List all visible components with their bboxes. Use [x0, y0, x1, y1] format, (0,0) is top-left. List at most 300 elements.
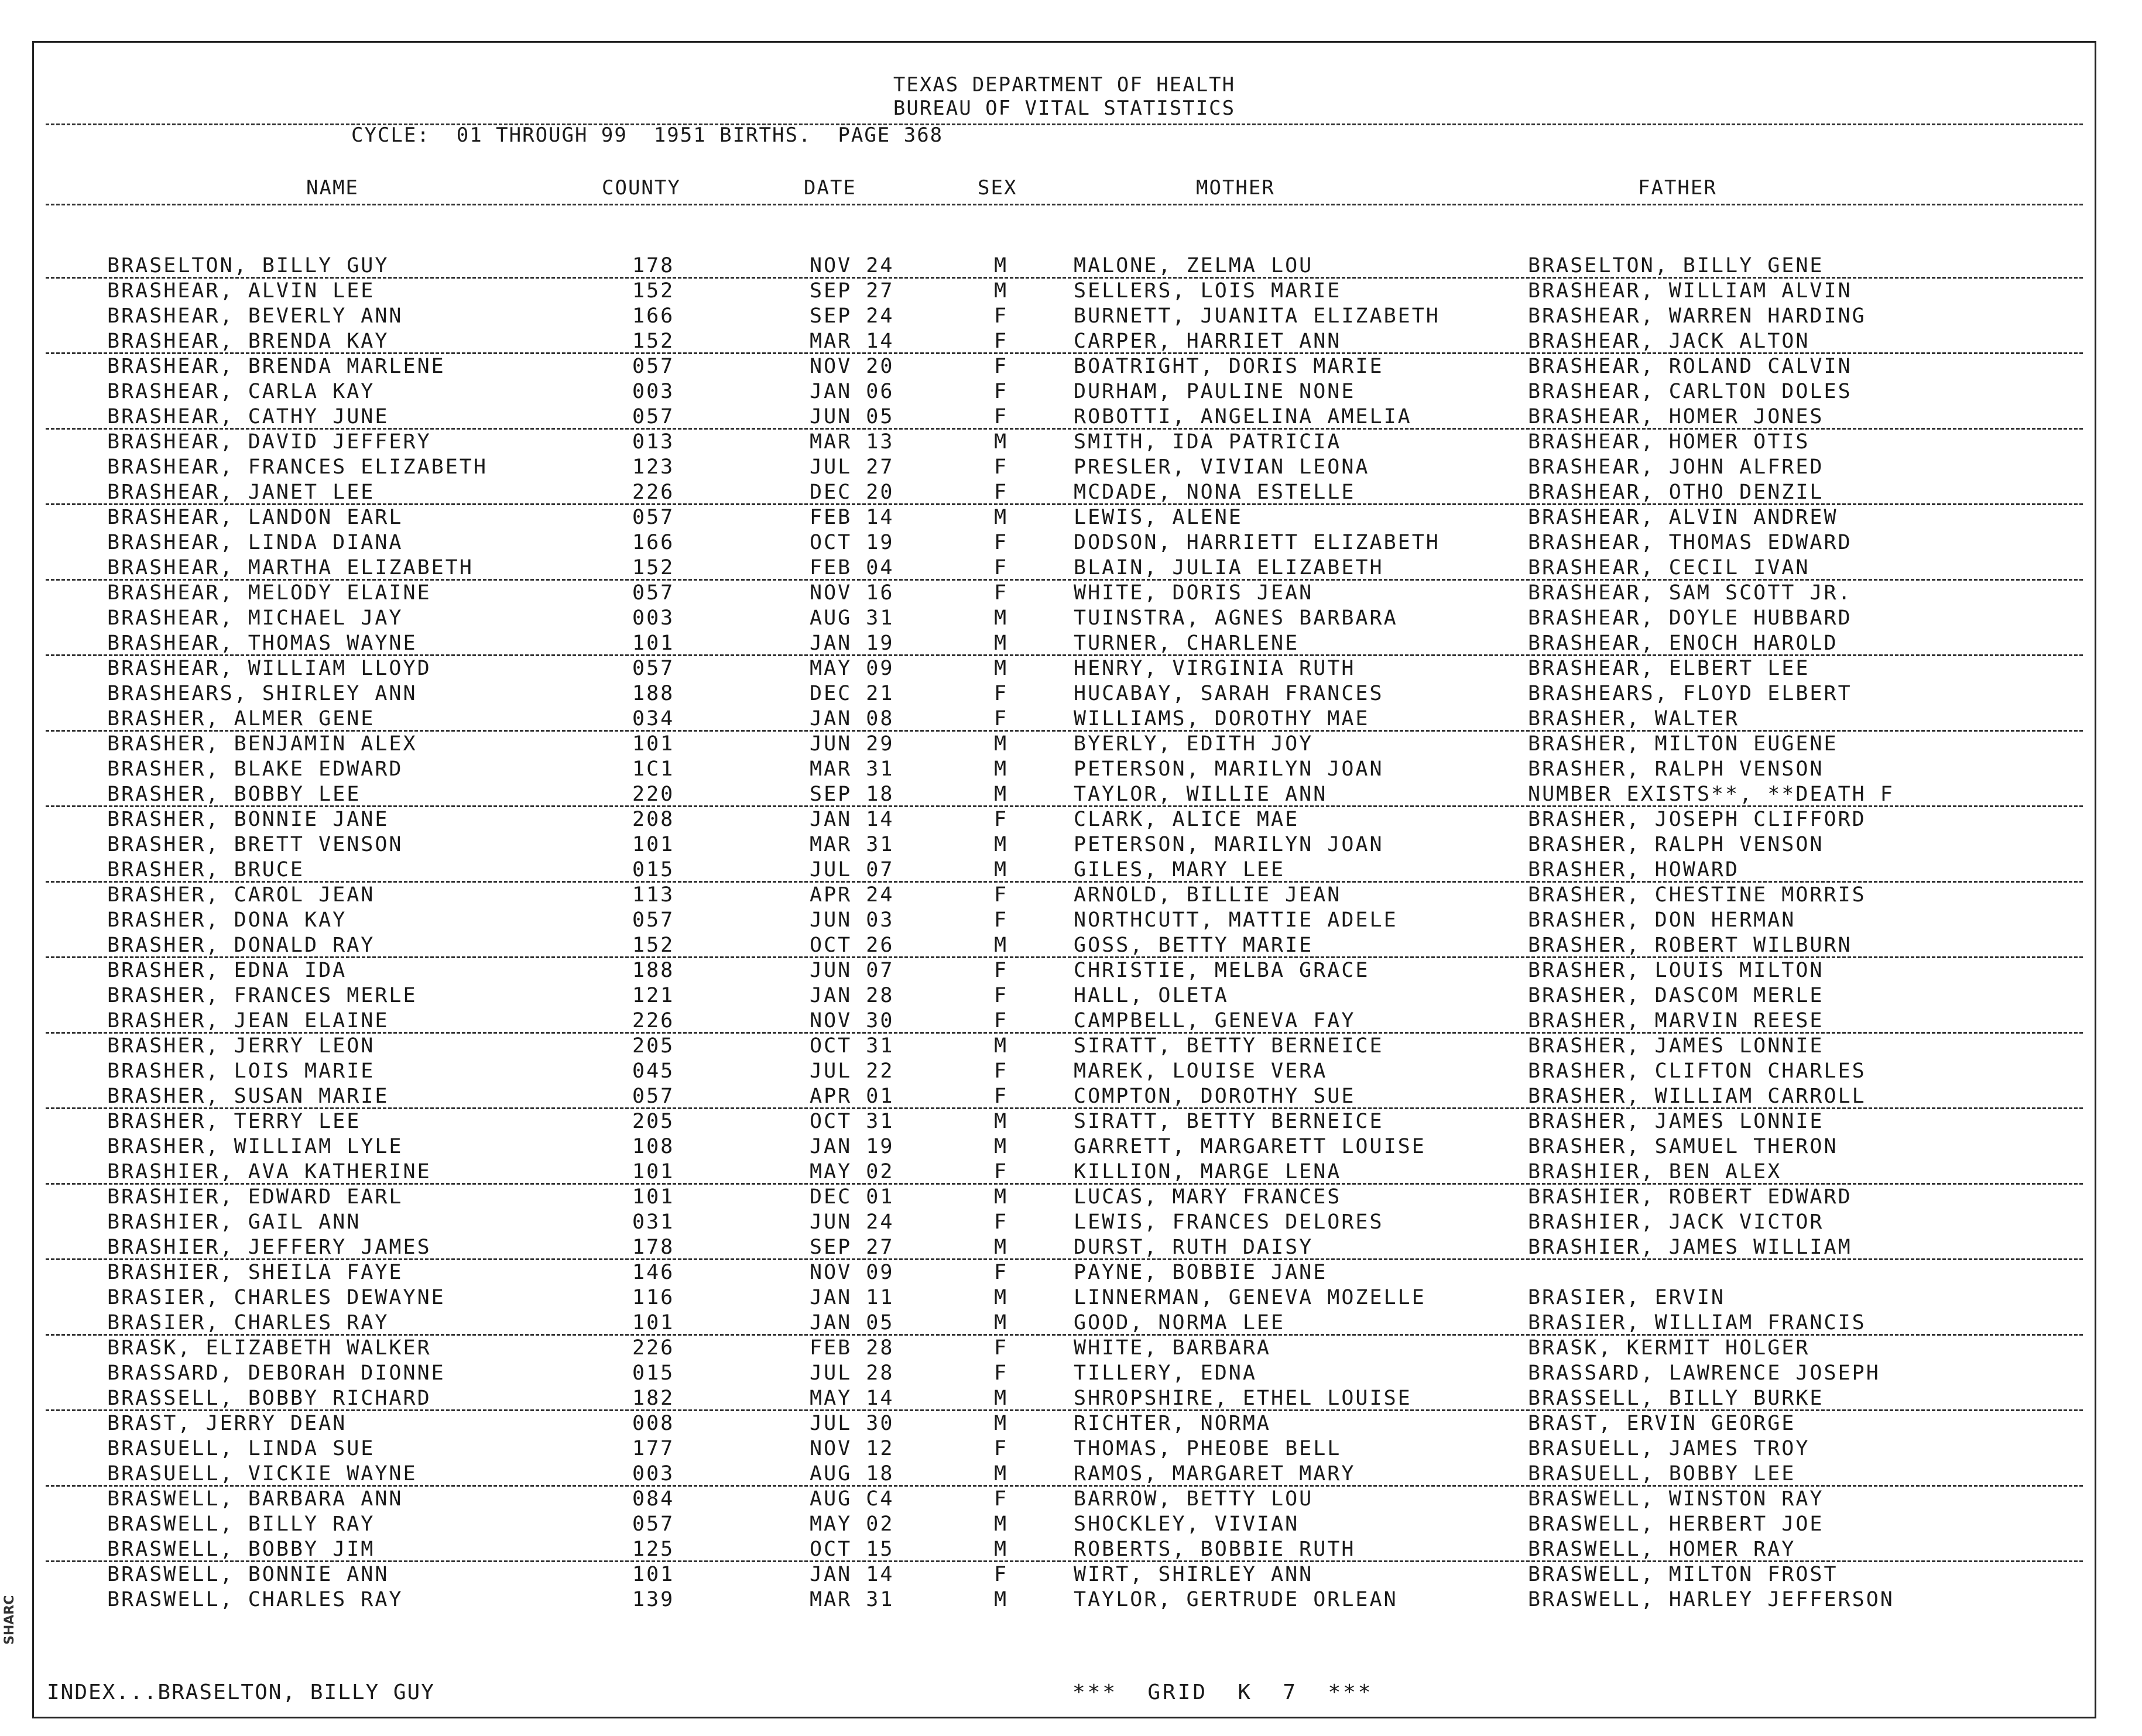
record-name: BRASIER, CHARLES DEWAYNE — [107, 1286, 445, 1309]
column-header-sex: SEX — [978, 176, 1017, 200]
record-sex: F — [994, 1085, 1009, 1108]
column-header-divider — [46, 204, 2083, 205]
table-row — [34, 1159, 2095, 1185]
record-mother: HENRY, VIRGINIA RUTH — [1074, 657, 1356, 680]
record-sex: M — [994, 1412, 1009, 1435]
table-row — [34, 1537, 2095, 1562]
record-name: BRASIER, CHARLES RAY — [107, 1311, 389, 1334]
record-sex: F — [994, 1210, 1009, 1234]
record-mother: BLAIN, JULIA ELIZABETH — [1074, 556, 1384, 579]
record-sex: M — [994, 632, 1009, 655]
record-sex: F — [994, 1261, 1009, 1284]
record-county: 057 — [632, 908, 675, 932]
record-name: BRASHEAR, MARTHA ELIZABETH — [107, 556, 474, 579]
record-name: BRASHEAR, DAVID JEFFERY — [107, 430, 431, 454]
record-father: BRASHER, DON HERMAN — [1528, 908, 1796, 932]
record-date: OCT 15 — [810, 1538, 895, 1561]
record-name: BRASHEAR, BRENDA KAY — [107, 330, 389, 353]
index-footer: INDEX...BRASELTON, BILLY GUY — [47, 1680, 435, 1704]
record-date: DEC 21 — [810, 682, 895, 705]
record-mother: ROBERTS, BOBBIE RUTH — [1074, 1538, 1356, 1561]
record-county: 008 — [632, 1412, 675, 1435]
table-row — [34, 1562, 2095, 1587]
record-county: 125 — [632, 1538, 675, 1561]
table-row — [34, 253, 2095, 279]
table-row — [34, 1008, 2095, 1034]
table-row — [34, 1336, 2095, 1361]
record-father: BRASHER, SAMUEL THERON — [1528, 1135, 1838, 1158]
record-county: 101 — [632, 1160, 675, 1183]
table-row — [34, 631, 2095, 656]
table-row — [34, 782, 2095, 807]
record-mother: GILES, MARY LEE — [1074, 858, 1286, 881]
record-county: 034 — [632, 707, 675, 730]
record-sex: F — [994, 556, 1009, 579]
record-sex: F — [994, 531, 1009, 554]
record-date: AUG 18 — [810, 1462, 895, 1485]
side-mark: SHARC — [2, 1595, 17, 1645]
record-sex: F — [994, 481, 1009, 504]
record-date: MAY 02 — [810, 1160, 895, 1183]
record-date: OCT 31 — [810, 1034, 895, 1058]
record-father: BRASHEAR, THOMAS EDWARD — [1528, 531, 1852, 554]
record-date: JUL 07 — [810, 858, 895, 881]
record-date: NOV 30 — [810, 1009, 895, 1032]
table-row — [34, 1034, 2095, 1059]
record-name: BRASHEAR, LINDA DIANA — [107, 531, 403, 554]
record-mother: RAMOS, MARGARET MARY — [1074, 1462, 1356, 1485]
record-father: BRASWELL, HOMER RAY — [1528, 1538, 1796, 1561]
record-mother: ARNOLD, BILLIE JEAN — [1074, 883, 1342, 907]
record-mother: BOATRIGHT, DORIS MARIE — [1074, 355, 1384, 378]
table-row — [34, 329, 2095, 354]
record-sex: F — [994, 1160, 1009, 1183]
record-sex: M — [994, 254, 1009, 277]
record-county: 226 — [632, 1336, 675, 1360]
record-mother: MALONE, ZELMA LOU — [1074, 254, 1314, 277]
record-name: BRASHIER, JEFFERY JAMES — [107, 1236, 431, 1259]
bureau-title: BUREAU OF VITAL STATISTICS — [893, 97, 1236, 120]
record-date: AUG C4 — [810, 1487, 895, 1511]
record-sex: M — [994, 1185, 1009, 1209]
record-sex: F — [994, 455, 1009, 479]
record-name: BRASWELL, BOBBY JIM — [107, 1538, 375, 1561]
record-sex: F — [994, 405, 1009, 428]
record-county: 057 — [632, 657, 675, 680]
table-row — [34, 933, 2095, 958]
record-mother: CHRISTIE, MELBA GRACE — [1074, 959, 1370, 982]
table-row — [34, 1310, 2095, 1336]
record-mother: SELLERS, LOIS MARIE — [1074, 279, 1342, 303]
record-father: BRASHEARS, FLOYD ELBERT — [1528, 682, 1852, 705]
record-mother: HALL, OLETA — [1074, 984, 1229, 1007]
record-county: 1C1 — [632, 757, 675, 781]
record-name: BRASHIER, GAIL ANN — [107, 1210, 361, 1234]
record-mother: SIRATT, BETTY BERNEICE — [1074, 1110, 1384, 1133]
record-mother: PAYNE, BOBBIE JANE — [1074, 1261, 1328, 1284]
record-mother: THOMAS, PHEOBE BELL — [1074, 1437, 1342, 1460]
record-mother: LINNERMAN, GENEVA MOZELLE — [1074, 1286, 1426, 1309]
record-name: BRASHER, ALMER GENE — [107, 707, 375, 730]
record-sex: F — [994, 1361, 1009, 1385]
record-father: BRASWELL, HERBERT JOE — [1528, 1512, 1824, 1536]
record-name: BRASELTON, BILLY GUY — [107, 254, 389, 277]
record-county: 226 — [632, 1009, 675, 1032]
record-sex: M — [994, 1512, 1009, 1536]
record-mother: BYERLY, EDITH JOY — [1074, 732, 1314, 756]
record-father: BRASHEAR, ENOCH HAROLD — [1528, 632, 1838, 655]
record-county: 178 — [632, 1236, 675, 1259]
record-county: 057 — [632, 506, 675, 529]
record-mother: CARPER, HARRIET ANN — [1074, 330, 1342, 353]
record-sex: M — [994, 430, 1009, 454]
record-mother: MAREK, LOUISE VERA — [1074, 1059, 1328, 1083]
record-county: 166 — [632, 304, 675, 328]
record-name: BRASHIER, SHEILA FAYE — [107, 1261, 403, 1284]
record-date: NOV 16 — [810, 581, 895, 605]
record-sex: F — [994, 959, 1009, 982]
record-father: BRASHER, JAMES LONNIE — [1528, 1034, 1824, 1058]
record-date: DEC 20 — [810, 481, 895, 504]
table-row — [34, 656, 2095, 681]
record-date: JUL 22 — [810, 1059, 895, 1083]
record-date: DEC 01 — [810, 1185, 895, 1209]
record-mother: LEWIS, ALENE — [1074, 506, 1243, 529]
table-row — [34, 1260, 2095, 1285]
record-sex: M — [994, 279, 1009, 303]
record-county: 013 — [632, 430, 675, 454]
vital-statistics-page — [32, 41, 2096, 1718]
table-row — [34, 832, 2095, 857]
record-father: BRASHIER, BEN ALEX — [1528, 1160, 1782, 1183]
record-name: BRASHER, LOIS MARIE — [107, 1059, 375, 1083]
record-name: BRASHIER, AVA KATHERINE — [107, 1160, 431, 1183]
record-mother: TILLERY, EDNA — [1074, 1361, 1257, 1385]
table-row — [34, 404, 2095, 430]
record-sex: M — [994, 1135, 1009, 1158]
record-mother: PRESLER, VIVIAN LEONA — [1074, 455, 1370, 479]
record-name: BRASSARD, DEBORAH DIONNE — [107, 1361, 445, 1385]
record-father: BRASHEAR, OTHO DENZIL — [1528, 481, 1824, 504]
record-date: JAN 14 — [810, 808, 895, 831]
record-mother: GOOD, NORMA LEE — [1074, 1311, 1286, 1334]
column-header-name: NAME — [306, 176, 359, 200]
table-row — [34, 1285, 2095, 1310]
record-county: 101 — [632, 732, 675, 756]
record-father: NUMBER EXISTS**, **DEATH F — [1528, 783, 1894, 806]
record-father: BRASHER, HOWARD — [1528, 858, 1740, 881]
record-date: JAN 05 — [810, 1311, 895, 1334]
record-sex: F — [994, 984, 1009, 1007]
record-father: BRASHEAR, CECIL IVAN — [1528, 556, 1810, 579]
record-father: BRASSARD, LAWRENCE JOSEPH — [1528, 1361, 1880, 1385]
table-row — [34, 606, 2095, 631]
record-name: BRASHEAR, MICHAEL JAY — [107, 606, 403, 630]
record-date: JAN 14 — [810, 1563, 895, 1586]
record-mother: SIRATT, BETTY BERNEICE — [1074, 1034, 1384, 1058]
record-sex: F — [994, 883, 1009, 907]
record-mother: RICHTER, NORMA — [1074, 1412, 1272, 1435]
record-father: BRASHER, CHESTINE MORRIS — [1528, 883, 1866, 907]
table-row — [34, 857, 2095, 883]
record-father: BRASHER, MILTON EUGENE — [1528, 732, 1838, 756]
record-county: 057 — [632, 405, 675, 428]
table-row — [34, 1386, 2095, 1411]
record-father: BRASHER, ROBERT WILBURN — [1528, 934, 1852, 957]
record-father: BRASK, KERMIT HOLGER — [1528, 1336, 1810, 1360]
record-father: BRASHEAR, HOMER JONES — [1528, 405, 1824, 428]
record-sex: M — [994, 833, 1009, 856]
record-father: BRASHER, MARVIN REESE — [1528, 1009, 1824, 1032]
record-mother: PETERSON, MARILYN JOAN — [1074, 757, 1384, 781]
record-name: BRASUELL, VICKIE WAYNE — [107, 1462, 417, 1485]
record-father: BRASIER, WILLIAM FRANCIS — [1528, 1311, 1866, 1334]
record-father: BRASHEAR, JOHN ALFRED — [1528, 455, 1824, 479]
table-row — [34, 883, 2095, 908]
record-father: BRASHER, JOSEPH CLIFFORD — [1528, 808, 1866, 831]
record-date: JUN 07 — [810, 959, 895, 982]
record-sex: F — [994, 707, 1009, 730]
table-row — [34, 1587, 2095, 1613]
record-name: BRASWELL, BILLY RAY — [107, 1512, 375, 1536]
record-name: BRASHEARS, SHIRLEY ANN — [107, 682, 417, 705]
record-county: 045 — [632, 1059, 675, 1083]
record-name: BRASHER, DONA KAY — [107, 908, 347, 932]
record-father: BRASIER, ERVIN — [1528, 1286, 1726, 1309]
record-mother: GARRETT, MARGARETT LOUISE — [1074, 1135, 1426, 1158]
record-father: BRASHEAR, CARLTON DOLES — [1528, 380, 1852, 403]
record-father: BRASHER, WILLIAM CARROLL — [1528, 1085, 1866, 1108]
record-county: 139 — [632, 1588, 675, 1611]
record-date: JUL 30 — [810, 1412, 895, 1435]
record-mother: LEWIS, FRANCES DELORES — [1074, 1210, 1384, 1234]
table-row — [34, 581, 2095, 606]
record-father: BRASHEAR, ALVIN ANDREW — [1528, 506, 1838, 529]
record-county: 101 — [632, 1563, 675, 1586]
record-name: BRASHER, JERRY LEON — [107, 1034, 375, 1058]
record-mother: ROBOTTI, ANGELINA AMELIA — [1074, 405, 1412, 428]
record-date: JUL 27 — [810, 455, 895, 479]
record-father: BRASHER, CLIFTON CHARLES — [1528, 1059, 1866, 1083]
record-mother: WHITE, BARBARA — [1074, 1336, 1272, 1360]
record-county: 101 — [632, 1311, 675, 1334]
record-county: 205 — [632, 1110, 675, 1133]
record-name: BRASHEAR, CARLA KAY — [107, 380, 375, 403]
record-county: 116 — [632, 1286, 675, 1309]
record-father: BRAST, ERVIN GEORGE — [1528, 1412, 1796, 1435]
table-row — [34, 505, 2095, 530]
record-name: BRASHEAR, JANET LEE — [107, 481, 375, 504]
record-county: 177 — [632, 1437, 675, 1460]
table-row — [34, 958, 2095, 983]
record-father: BRASHEAR, HOMER OTIS — [1528, 430, 1810, 454]
table-row — [34, 1109, 2095, 1134]
record-mother: HUCABAY, SARAH FRANCES — [1074, 682, 1384, 705]
record-sex: F — [994, 682, 1009, 705]
record-name: BRASHER, FRANCES MERLE — [107, 984, 417, 1007]
record-name: BRASHER, WILLIAM LYLE — [107, 1135, 403, 1158]
table-row — [34, 1185, 2095, 1210]
record-county: 057 — [632, 1085, 675, 1108]
grid-footer: *** GRID K 7 *** — [1072, 1680, 1373, 1704]
record-sex: M — [994, 1462, 1009, 1485]
record-county: 057 — [632, 355, 675, 378]
record-sex: M — [994, 1387, 1009, 1410]
table-row — [34, 983, 2095, 1008]
table-row — [34, 430, 2095, 455]
record-county: 152 — [632, 934, 675, 957]
record-county: 220 — [632, 783, 675, 806]
record-county: 031 — [632, 1210, 675, 1234]
record-sex: M — [994, 1034, 1009, 1058]
record-mother: DURST, RUTH DAISY — [1074, 1236, 1314, 1259]
record-date: JAN 06 — [810, 380, 895, 403]
record-mother: SHROPSHIRE, ETHEL LOUISE — [1074, 1387, 1412, 1410]
record-name: BRASHEAR, BEVERLY ANN — [107, 304, 403, 328]
record-mother: LUCAS, MARY FRANCES — [1074, 1185, 1342, 1209]
record-father: BRASHEAR, JACK ALTON — [1528, 330, 1810, 353]
record-name: BRASHEAR, CATHY JUNE — [107, 405, 389, 428]
record-date: APR 01 — [810, 1085, 895, 1108]
record-date: JAN 28 — [810, 984, 895, 1007]
department-title: TEXAS DEPARTMENT OF HEALTH — [893, 73, 1236, 97]
table-row — [34, 681, 2095, 706]
record-sex: M — [994, 757, 1009, 781]
table-row — [34, 555, 2095, 581]
record-date: NOV 24 — [810, 254, 895, 277]
record-county: 166 — [632, 531, 675, 554]
table-row — [34, 1436, 2095, 1461]
record-date: FEB 28 — [810, 1336, 895, 1360]
table-row — [34, 480, 2095, 505]
record-date: JUN 03 — [810, 908, 895, 932]
record-county: 152 — [632, 556, 675, 579]
record-date: JUN 29 — [810, 732, 895, 756]
record-sex: F — [994, 330, 1009, 353]
record-mother: TAYLOR, WILLIE ANN — [1074, 783, 1328, 806]
record-mother: BARROW, BETTY LOU — [1074, 1487, 1314, 1511]
record-name: BRASHIER, EDWARD EARL — [107, 1185, 403, 1209]
record-sex: F — [994, 808, 1009, 831]
record-mother: MCDADE, NONA ESTELLE — [1074, 481, 1356, 504]
record-sex: F — [994, 1009, 1009, 1032]
record-county: 101 — [632, 1185, 675, 1209]
record-county: 182 — [632, 1387, 675, 1410]
record-date: JAN 08 — [810, 707, 895, 730]
record-county: 188 — [632, 682, 675, 705]
record-sex: M — [994, 1110, 1009, 1133]
record-county: 121 — [632, 984, 675, 1007]
record-date: JAN 11 — [810, 1286, 895, 1309]
record-name: BRASHEAR, MELODY ELAINE — [107, 581, 431, 605]
record-name: BRASHER, BOBBY LEE — [107, 783, 361, 806]
record-date: SEP 24 — [810, 304, 895, 328]
record-county: 057 — [632, 1512, 675, 1536]
record-county: 146 — [632, 1261, 675, 1284]
record-father: BRASWELL, WINSTON RAY — [1528, 1487, 1824, 1511]
record-name: BRASHEAR, LANDON EARL — [107, 506, 403, 529]
record-sex: M — [994, 732, 1009, 756]
record-father: BRASHIER, JAMES WILLIAM — [1528, 1236, 1852, 1259]
record-date: AUG 31 — [810, 606, 895, 630]
table-row — [34, 354, 2095, 379]
record-county: 015 — [632, 858, 675, 881]
record-father: BRASELTON, BILLY GENE — [1528, 254, 1824, 277]
record-date: OCT 31 — [810, 1110, 895, 1133]
record-father: BRASHEAR, ROLAND CALVIN — [1528, 355, 1852, 378]
record-name: BRASHER, DONALD RAY — [107, 934, 375, 957]
record-date: JUN 24 — [810, 1210, 895, 1234]
record-name: BRAST, JERRY DEAN — [107, 1412, 347, 1435]
table-row — [34, 1512, 2095, 1537]
record-county: 108 — [632, 1135, 675, 1158]
table-row — [34, 1084, 2095, 1109]
record-mother: SHOCKLEY, VIVIAN — [1074, 1512, 1300, 1536]
record-county: 101 — [632, 833, 675, 856]
record-name: BRASHEAR, FRANCES ELIZABETH — [107, 455, 488, 479]
record-sex: F — [994, 1487, 1009, 1511]
record-name: BRASWELL, BARBARA ANN — [107, 1487, 403, 1511]
record-sex: F — [994, 304, 1009, 328]
record-sex: M — [994, 1588, 1009, 1611]
record-date: JUN 05 — [810, 405, 895, 428]
record-name: BRASHER, TERRY LEE — [107, 1110, 361, 1133]
record-mother: COMPTON, DOROTHY SUE — [1074, 1085, 1356, 1108]
record-mother: WHITE, DORIS JEAN — [1074, 581, 1314, 605]
record-county: 188 — [632, 959, 675, 982]
record-county: 226 — [632, 481, 675, 504]
record-date: MAR 31 — [810, 757, 895, 781]
record-father: BRASHER, RALPH VENSON — [1528, 833, 1824, 856]
record-date: MAY 14 — [810, 1387, 895, 1410]
record-date: FEB 04 — [810, 556, 895, 579]
table-row — [34, 1487, 2095, 1512]
record-father: BRASHEAR, WILLIAM ALVIN — [1528, 279, 1852, 303]
cycle-line: CYCLE: 01 THROUGH 99 1951 BIRTHS. PAGE 368 — [351, 123, 944, 147]
table-row — [34, 304, 2095, 329]
record-sex: M — [994, 934, 1009, 957]
record-father: BRASHER, WALTER — [1528, 707, 1740, 730]
table-row — [34, 732, 2095, 757]
record-date: JAN 19 — [810, 632, 895, 655]
record-sex: M — [994, 506, 1009, 529]
table-row — [34, 530, 2095, 555]
record-county: 015 — [632, 1361, 675, 1385]
record-date: MAR 31 — [810, 1588, 895, 1611]
record-mother: TURNER, CHARLENE — [1074, 632, 1300, 655]
record-sex: M — [994, 858, 1009, 881]
table-row — [34, 379, 2095, 404]
record-county: 178 — [632, 254, 675, 277]
record-county: 123 — [632, 455, 675, 479]
record-mother: GOSS, BETTY MARIE — [1074, 934, 1314, 957]
record-county: 003 — [632, 1462, 675, 1485]
record-mother: CLARK, ALICE MAE — [1074, 808, 1300, 831]
table-row — [34, 1411, 2095, 1436]
record-date: NOV 12 — [810, 1437, 895, 1460]
table-row — [34, 1361, 2095, 1386]
record-county: 113 — [632, 883, 675, 907]
record-county: 003 — [632, 380, 675, 403]
record-name: BRASHER, CAROL JEAN — [107, 883, 375, 907]
table-row — [34, 908, 2095, 933]
record-date: NOV 09 — [810, 1261, 895, 1284]
record-name: BRASWELL, BONNIE ANN — [107, 1563, 389, 1586]
record-father: BRASHEAR, DOYLE HUBBARD — [1528, 606, 1852, 630]
record-sex: M — [994, 657, 1009, 680]
record-sex: M — [994, 1286, 1009, 1309]
record-county: 057 — [632, 581, 675, 605]
